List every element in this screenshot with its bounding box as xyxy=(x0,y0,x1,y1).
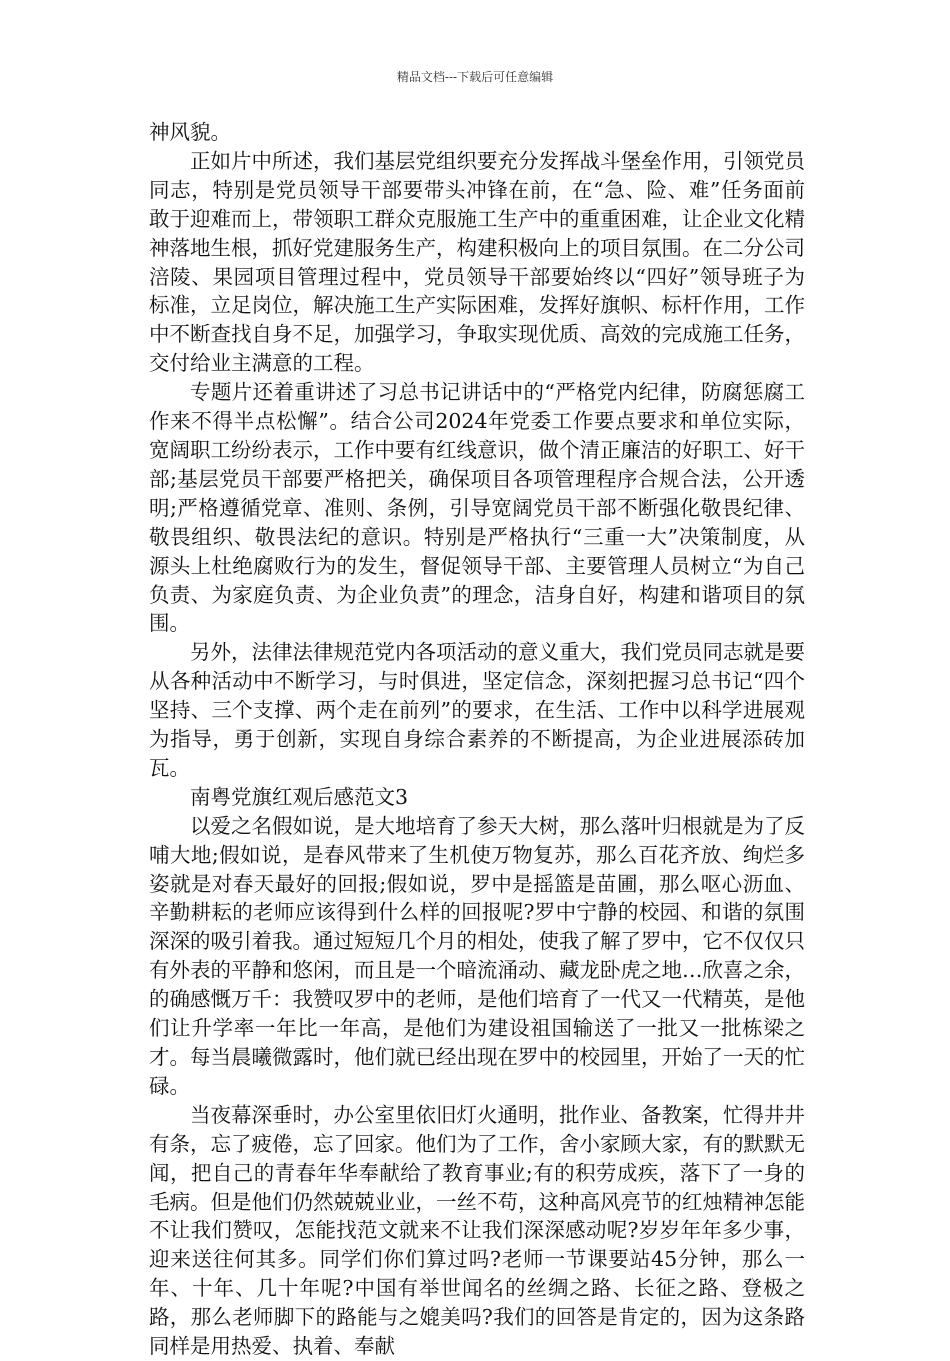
paragraph: 专题片还着重讲述了习总书记讲话中的“严格党内纪律，防腐惩腐工作来不得半点松懈”。结合公司2024年党委工作要点要求和单位实际，宽阔职工纷纷表示，工作中要有红线意识，做个清正廉洁的好职工、好干部;基层党员干部要严格把关，确保项目各项管理程序合规合法，公开透明;严格遵循党章、准则、条例，引导宽阔党员干部不断强化敬畏纪律、敬畏组织、敬畏法纪的意识。特别是严格执行“三重一大”决策制度，从源头上杜绝腐败行为的发生，督促领导干部、主要管理人员树立“为自己负责、为家庭负责、为企业负责”的理念，洁身自好，构建和谐项目的氛围。 xyxy=(149,380,805,636)
document-body xyxy=(149,118,805,1361)
paragraph: 另外，法律法律规范党内各项活动的意义重大，我们党员同志就是要从各种活动中不断学习，与时俱进，坚定信念，深刻把握习总书记“四个坚持、三个支撑、两个走在前列”的要求，在生活、工作中以科学进展观为指导，勇于创新，实现自身综合素养的不断提高，为企业进展添砖加瓦。 xyxy=(149,640,805,780)
section-heading: 南粤党旗红观后感范文3 xyxy=(190,784,409,809)
paragraph: 以爱之名假如说，是大地培育了参天大树，那么落叶归根就是为了反哺大地;假如说，是春风带来了生机使万物复苏，那么百花齐放、绚烂多姿就是对春天最好的回报;假如说，罗中是摇篮是苗圃，那么呕心沥血、辛勤耕耘的老师应该得到什么样的回报呢?罗中宁静的校园、和谐的氛围深深的吸引着我。通过短短几个月的相处，使我了解了罗中，它不仅仅只有外表的平静和悠闲，而且是一个暗流涌动、藏龙卧虎之地…欣喜之余，的确感慨万千：我赞叹罗中的老师，是他们培育了一代又一代精英，是他们让升学率一年比一年高，是他们为建设祖国输送了一批又一批栋梁之才。每当晨曦微露时，他们就已经出现在罗中的校园里，开始了一天的忙碌。 xyxy=(149,813,805,1098)
paragraph: 神风貌。 xyxy=(149,120,231,144)
page-header: 精品文档---下载后可任意编辑 xyxy=(396,70,554,84)
paragraph: 当夜幕深垂时，办公室里依旧灯火通明，批作业、备教案，忙得井井有条，忘了疲倦，忘了回家。他们为了工作，舍小家顾大家，有的默默无闻，把自己的青春年华奉献给了教育事业;有的积劳成疾，落下了一身的毛病。但是他们仍然兢兢业业，一丝不苟，这种高风亮节的红烛精神怎能不让我们赞叹，怎能找范文就来不让我们深深感动呢?岁岁年年多少事，迎来送往何其多。同学们你们算过吗?老师一节课要站45分钟，那么一年、十年、几十年呢?中国有举世闻名的丝绸之路、长征之路、登极之路，那么老师脚下的路能与之媲美吗?我们的回答是肯定的，因为这条路同样是用热爱、执着、奉献 xyxy=(149,1102,805,1359)
paragraph: 正如片中所述，我们基层党组织要充分发挥战斗堡垒作用，引领党员同志，特别是党员领导干部要带头冲锋在前，在“急、险、难”任务面前敢于迎难而上，带领职工群众克服施工生产中的重重困难，让企业文化精神落地生根，抓好党建服务生产，构建积极向上的项目氛围。在二分公司涪陵、果园项目管理过程中，党员领导干部要始终以“四好”领导班子为标准，立足岗位，解决施工生产实际困难，发挥好旗帜、标杆作用，工作中不断查找自身不足，加强学习，争取实现优质、高效的完成施工任务，交付给业主满意的工程。 xyxy=(149,148,805,376)
